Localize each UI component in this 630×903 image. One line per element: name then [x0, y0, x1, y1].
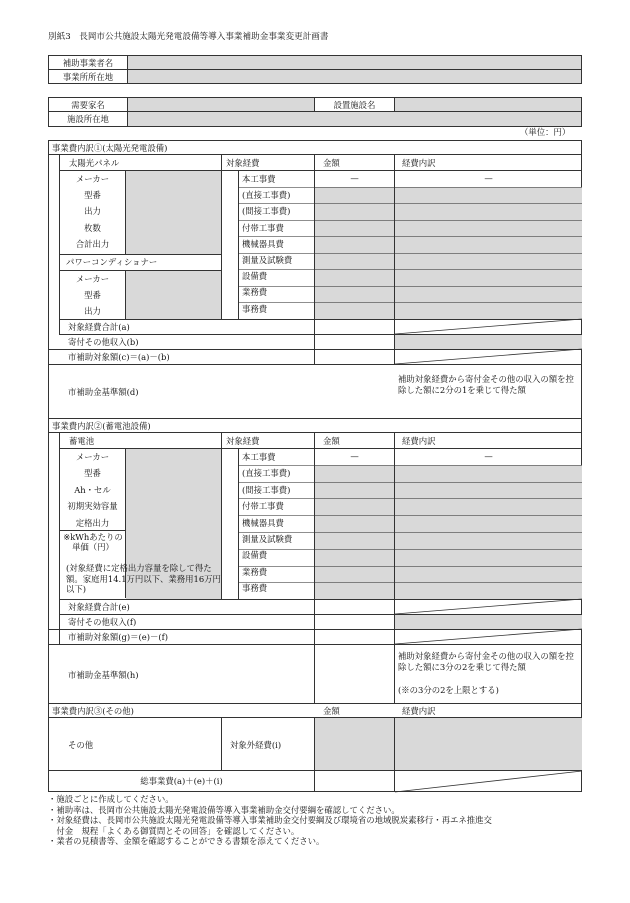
s1-cost-item-label: 設備費 — [242, 271, 268, 282]
section3-heading: 事業費内訳③(その他) — [52, 706, 134, 716]
s2-cost-item-label: 業務費 — [242, 566, 268, 577]
s3-detail-col: 経費内訳 — [402, 706, 436, 716]
s1-panel-item-label: 枚数 — [84, 222, 101, 233]
s1-panel-label: 太陽光パネル — [69, 158, 120, 168]
s2-battery-item-label: 初期実効容量 — [67, 501, 118, 512]
s1-amount-col: 金額 — [323, 158, 340, 168]
s1-panel-item-label: 出力 — [84, 206, 101, 217]
s1-detail-col: 経費内訳 — [402, 158, 436, 168]
s2-battery-label: 蓄電池 — [69, 436, 95, 446]
facility-location-field[interactable] — [128, 112, 581, 126]
note-line: ・業者の見積書等、金額を確認することができる書類を添えてください。 — [48, 836, 325, 847]
s1-cost-item-label: (直接工事費) — [242, 190, 291, 201]
consumer-name-field[interactable] — [128, 98, 314, 111]
s3-other-label: その他 — [68, 740, 94, 750]
s2-subsidy-target-label: 市補助対象額(g)＝(e)－(f) — [68, 632, 169, 642]
s1-subsidy-target-label: 市補助対象額(c)＝(a)－(b) — [68, 352, 170, 362]
s2-donation-detail-field[interactable] — [395, 615, 582, 629]
s2-cost-item-label: 事務費 — [242, 583, 268, 594]
s1-panel-item-label: 合計出力 — [75, 238, 110, 249]
s2-base-note2: (※の3分の2を上限とする) — [398, 685, 499, 695]
page-title: 別紙3 長岡市公共施設太陽光発電設備等導入事業補助金事業変更計画書 — [48, 32, 329, 42]
facility-name-field[interactable] — [395, 98, 581, 111]
s2-battery-item-label: Ah・セル — [74, 484, 111, 495]
applicant-name-field[interactable] — [128, 56, 581, 69]
s3-excluded-label: 対象外経費(i) — [230, 740, 282, 750]
s2-unit-price-note: (対象経費に定格出力容量を除して得た額。家庭用14.1万円以下、業務用16万円以下) — [66, 563, 221, 594]
applicant-address-label: 事業所所在地 — [62, 72, 114, 82]
note-line: ・対象経費は、長岡市公共施設太陽光発電設備等導入事業補助金交付要綱及び環境省の地域脱炭素移行・再エネ推進交 — [48, 815, 492, 826]
s2-cost-item-label: 設備費 — [242, 550, 268, 561]
s1-pcs-label: パワーコンディショナー — [66, 257, 158, 267]
s2-cost-item-label: 測量及試験費 — [242, 534, 293, 544]
s1-base-label: 市補助金基準額(d) — [68, 387, 139, 397]
s2-cost-item-label: 付帯工事費 — [242, 501, 284, 512]
s1-target-col: 対象経費 — [226, 158, 260, 168]
s2-base-label: 市補助金基準額(h) — [68, 670, 139, 680]
s1-cost-item-label: 本工事費 — [242, 174, 276, 184]
s1-cost-item-label: 業務費 — [242, 287, 268, 298]
unit-note: （単位：円） — [520, 127, 571, 137]
s2-cost-item-label: 本工事費 — [242, 452, 276, 462]
s2-cost-item-label: (直接工事費) — [242, 468, 291, 479]
s2-unit-price-label: ※kWhあたりの単価（円） — [63, 532, 123, 552]
s1-pcs-item-label: 出力 — [84, 306, 101, 317]
grand-total-label: 総事業費(a)＋(e)＋(i) — [140, 776, 223, 786]
applicant-name-label: 補助事業者名 — [62, 58, 114, 68]
s1-cost-item-label: 事務費 — [242, 303, 268, 314]
s2-donation-label: 寄付その他収入(f) — [68, 617, 137, 627]
applicant-address-field[interactable] — [128, 70, 581, 83]
s1-detail-dash: — — [484, 173, 493, 183]
s1-donation-label: 寄付その他収入(b) — [68, 337, 139, 347]
s2-detail-col: 経費内訳 — [402, 436, 436, 446]
s1-panel-spec-field[interactable] — [126, 171, 221, 254]
s1-cost-item-label: 付帯工事費 — [242, 222, 284, 233]
consumer-name-label: 需要家名 — [71, 100, 105, 110]
s1-amount-dash: — — [350, 173, 359, 183]
s2-cost-item-label: 機械器具費 — [242, 517, 284, 528]
facility-name-label: 設置施設名 — [333, 100, 376, 110]
s3-amount-col: 金額 — [323, 706, 340, 716]
section1-heading: 事業費内訳①(太陽光発電設備) — [52, 143, 168, 153]
s2-battery-item-label: 定格出力 — [75, 517, 110, 528]
s2-battery-item-label: 型番 — [84, 468, 101, 479]
note-line: 付金 規程「よくある御質問とその回答」を確認してください。 — [48, 825, 300, 836]
s2-battery-item-label: メーカー — [75, 452, 110, 462]
s1-donation-detail-field[interactable] — [395, 335, 582, 349]
s1-panel-item-label: 型番 — [84, 190, 101, 201]
s1-total-label: 対象経費合計(a) — [68, 322, 130, 332]
s2-total-label: 対象経費合計(e) — [68, 602, 130, 612]
note-line: ・補助率は、長岡市公共施設太陽光発電設備等導入事業補助金交付要綱を確認してください。 — [48, 804, 400, 815]
facility-location-label: 施設所在地 — [67, 114, 109, 124]
s1-cost-item-label: 機械器具費 — [242, 238, 284, 249]
s2-base-note: 補助対象経費から寄付金その他の収入の額を控除した額に3分の2を乗じて得た額 — [398, 651, 574, 672]
s2-amount-dash: — — [350, 451, 359, 461]
s1-pcs-item-label: メーカー — [75, 274, 110, 284]
s1-pcs-spec-field[interactable] — [126, 271, 221, 319]
s3-detail-field[interactable] — [395, 718, 582, 770]
s1-cost-item-label: (間接工事費) — [242, 206, 291, 217]
s1-pcs-item-label: 型番 — [84, 290, 101, 301]
s1-cost-item-label: 測量及試験費 — [242, 255, 293, 265]
s1-panel-item-label: メーカー — [75, 174, 110, 184]
s3-amount-field[interactable] — [315, 718, 394, 770]
section2-heading: 事業費内訳②(蓄電池設備) — [52, 421, 151, 431]
s2-amount-col: 金額 — [323, 436, 340, 446]
note-line: ・施設ごとに作成してください。 — [48, 794, 174, 804]
s1-base-note: 補助対象経費から寄付金その他の収入の額を控除した額に2分の1を乗じて得た額 — [398, 374, 574, 395]
s2-target-col: 対象経費 — [226, 436, 260, 446]
s2-detail-dash: — — [484, 451, 493, 461]
s2-cost-item-label: (間接工事費) — [242, 484, 291, 495]
